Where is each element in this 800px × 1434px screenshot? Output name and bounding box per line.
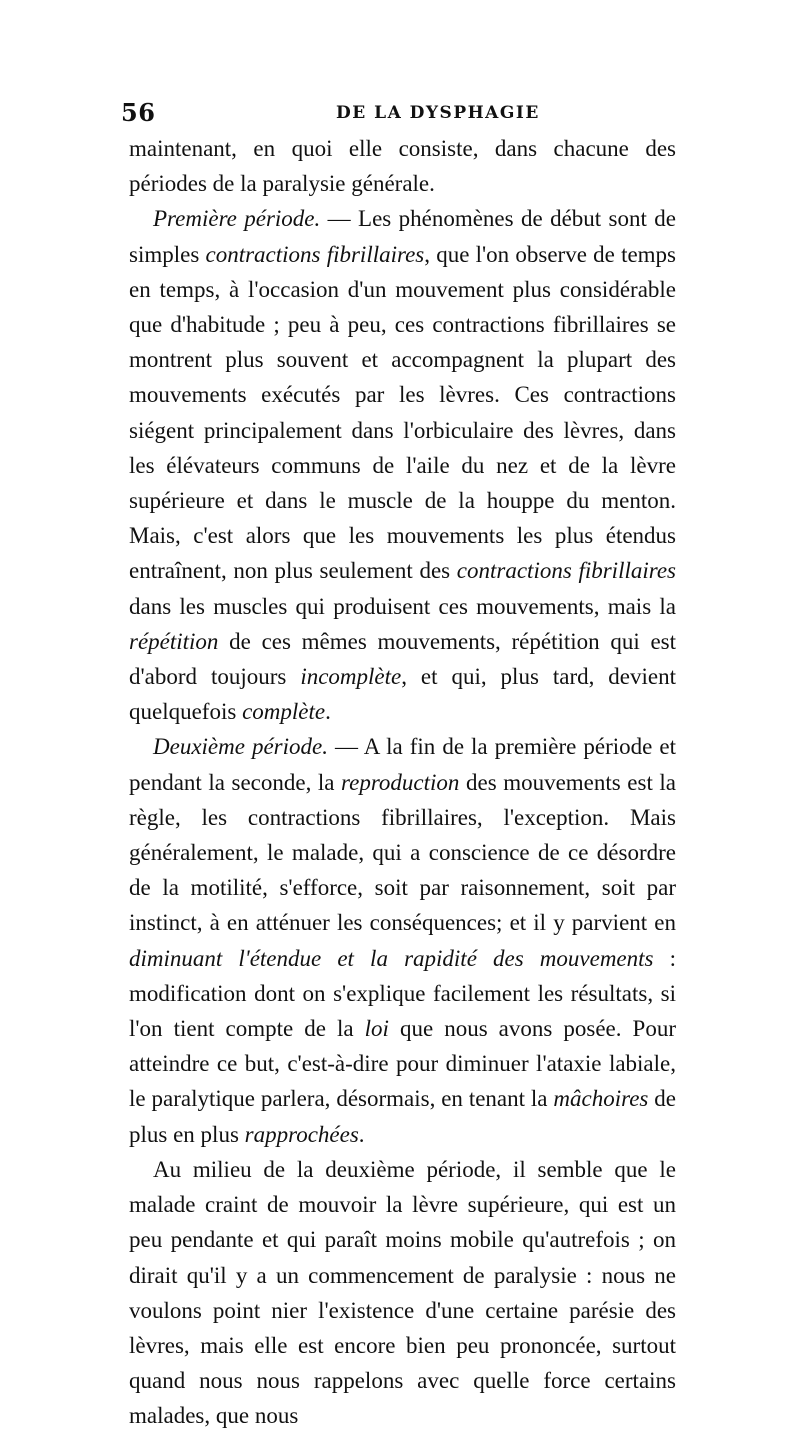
italic-term: reproduction (341, 769, 460, 795)
italic-term: répétition (129, 628, 219, 654)
text-span: dans les muscles qui produisent ces mouvements, mais la (129, 593, 676, 619)
page-number: 56 (121, 98, 156, 127)
text-span: de plus en plus (129, 1086, 676, 1147)
paragraph-continuation (129, 131, 676, 201)
text-span: . (325, 699, 331, 725)
text-span: Au milieu de la deuxième période, il semble que le malade craint de mouvoir la lèvre supérieure, qui est un peu pendante et qui paraît moins mobile qu'autrefois ; on dirait qu'il y a un commencement de paralysie : nous ne voulons point nier l'existence d'une certaine parésie des lèvres, mais elle est encore bien peu prononcée, surtout quand nous nous rappelons avec quelle force certains malades, que nous (129, 1156, 676, 1429)
text-span: : modification dont on s'explique facilement les résultats, si l'on tient compte de la (129, 945, 676, 1042)
italic-term: diminuant l'étendue et la rapidité des mouvements (129, 945, 654, 971)
italic-term: rapprochées (244, 1121, 359, 1147)
italic-term: loi (364, 1016, 389, 1042)
italic-term: contractions fibrillaires (456, 558, 677, 584)
running-head: DE LA DYSPHAGIE (336, 103, 540, 123)
section-heading: Deuxième période. (153, 734, 328, 760)
italic-term: contractions fibrillaires (205, 241, 425, 267)
italic-term: mâchoires (553, 1086, 649, 1112)
text-span: , et qui, plus tard, devient quelquefois (129, 664, 676, 725)
paragraph-first-period (129, 201, 676, 729)
body-text (129, 131, 676, 1434)
italic-term: complète (242, 699, 326, 725)
text-span: de ces mêmes mouvements, répétition qui est d'abord toujours (129, 628, 676, 690)
section-heading: Première période. (153, 206, 321, 232)
text-span: , que l'on observe de temps en temps, à l'occasion d'un mouvement plus considérable que d'habitude ; peu à peu, ces contractions fibrillaires se montrent plus souvent et accompagnent la plupart des mouvements exécutés par les lèvres. Ces contractions siégent principalement dans l'orbiculaire des lèvres, dans les élévateurs communs de l'aile du nez et de la lèvre supérieure et dans le muscle de la houppe du menton. Mais, c'est alors que les mouvements les plus étendus entraînent, non plus seulement des (129, 241, 677, 584)
paragraph-mid-second-period (129, 1152, 676, 1434)
text-span: maintenant, en quoi elle consiste, dans chacune des périodes de la paralysie générale. (129, 136, 676, 197)
text-span: — Les phénomènes de début sont de simples (129, 206, 676, 267)
text-span: que nous avons posée. Pour atteindre ce but, c'est-à-dire pour diminuer l'ataxie labiale, le paralytique parlera, désormais, en tenant la (129, 1016, 676, 1112)
text-span: — A la fin de la première période et pendant la seconde, la (129, 734, 676, 795)
italic-term: incomplète (300, 664, 402, 690)
text-span: des mouvements est la règle, les contractions fibrillaires, l'exception. Mais généralement, le malade, qui a conscience de ce désordre de la motilité, s'efforce, soit par raisonnement, soit par instinct, à en atténuer les conséquences; et il y parvient en (129, 769, 676, 936)
page-header (121, 98, 681, 128)
paragraph-second-period (129, 729, 676, 1151)
text-span: . (358, 1121, 365, 1147)
